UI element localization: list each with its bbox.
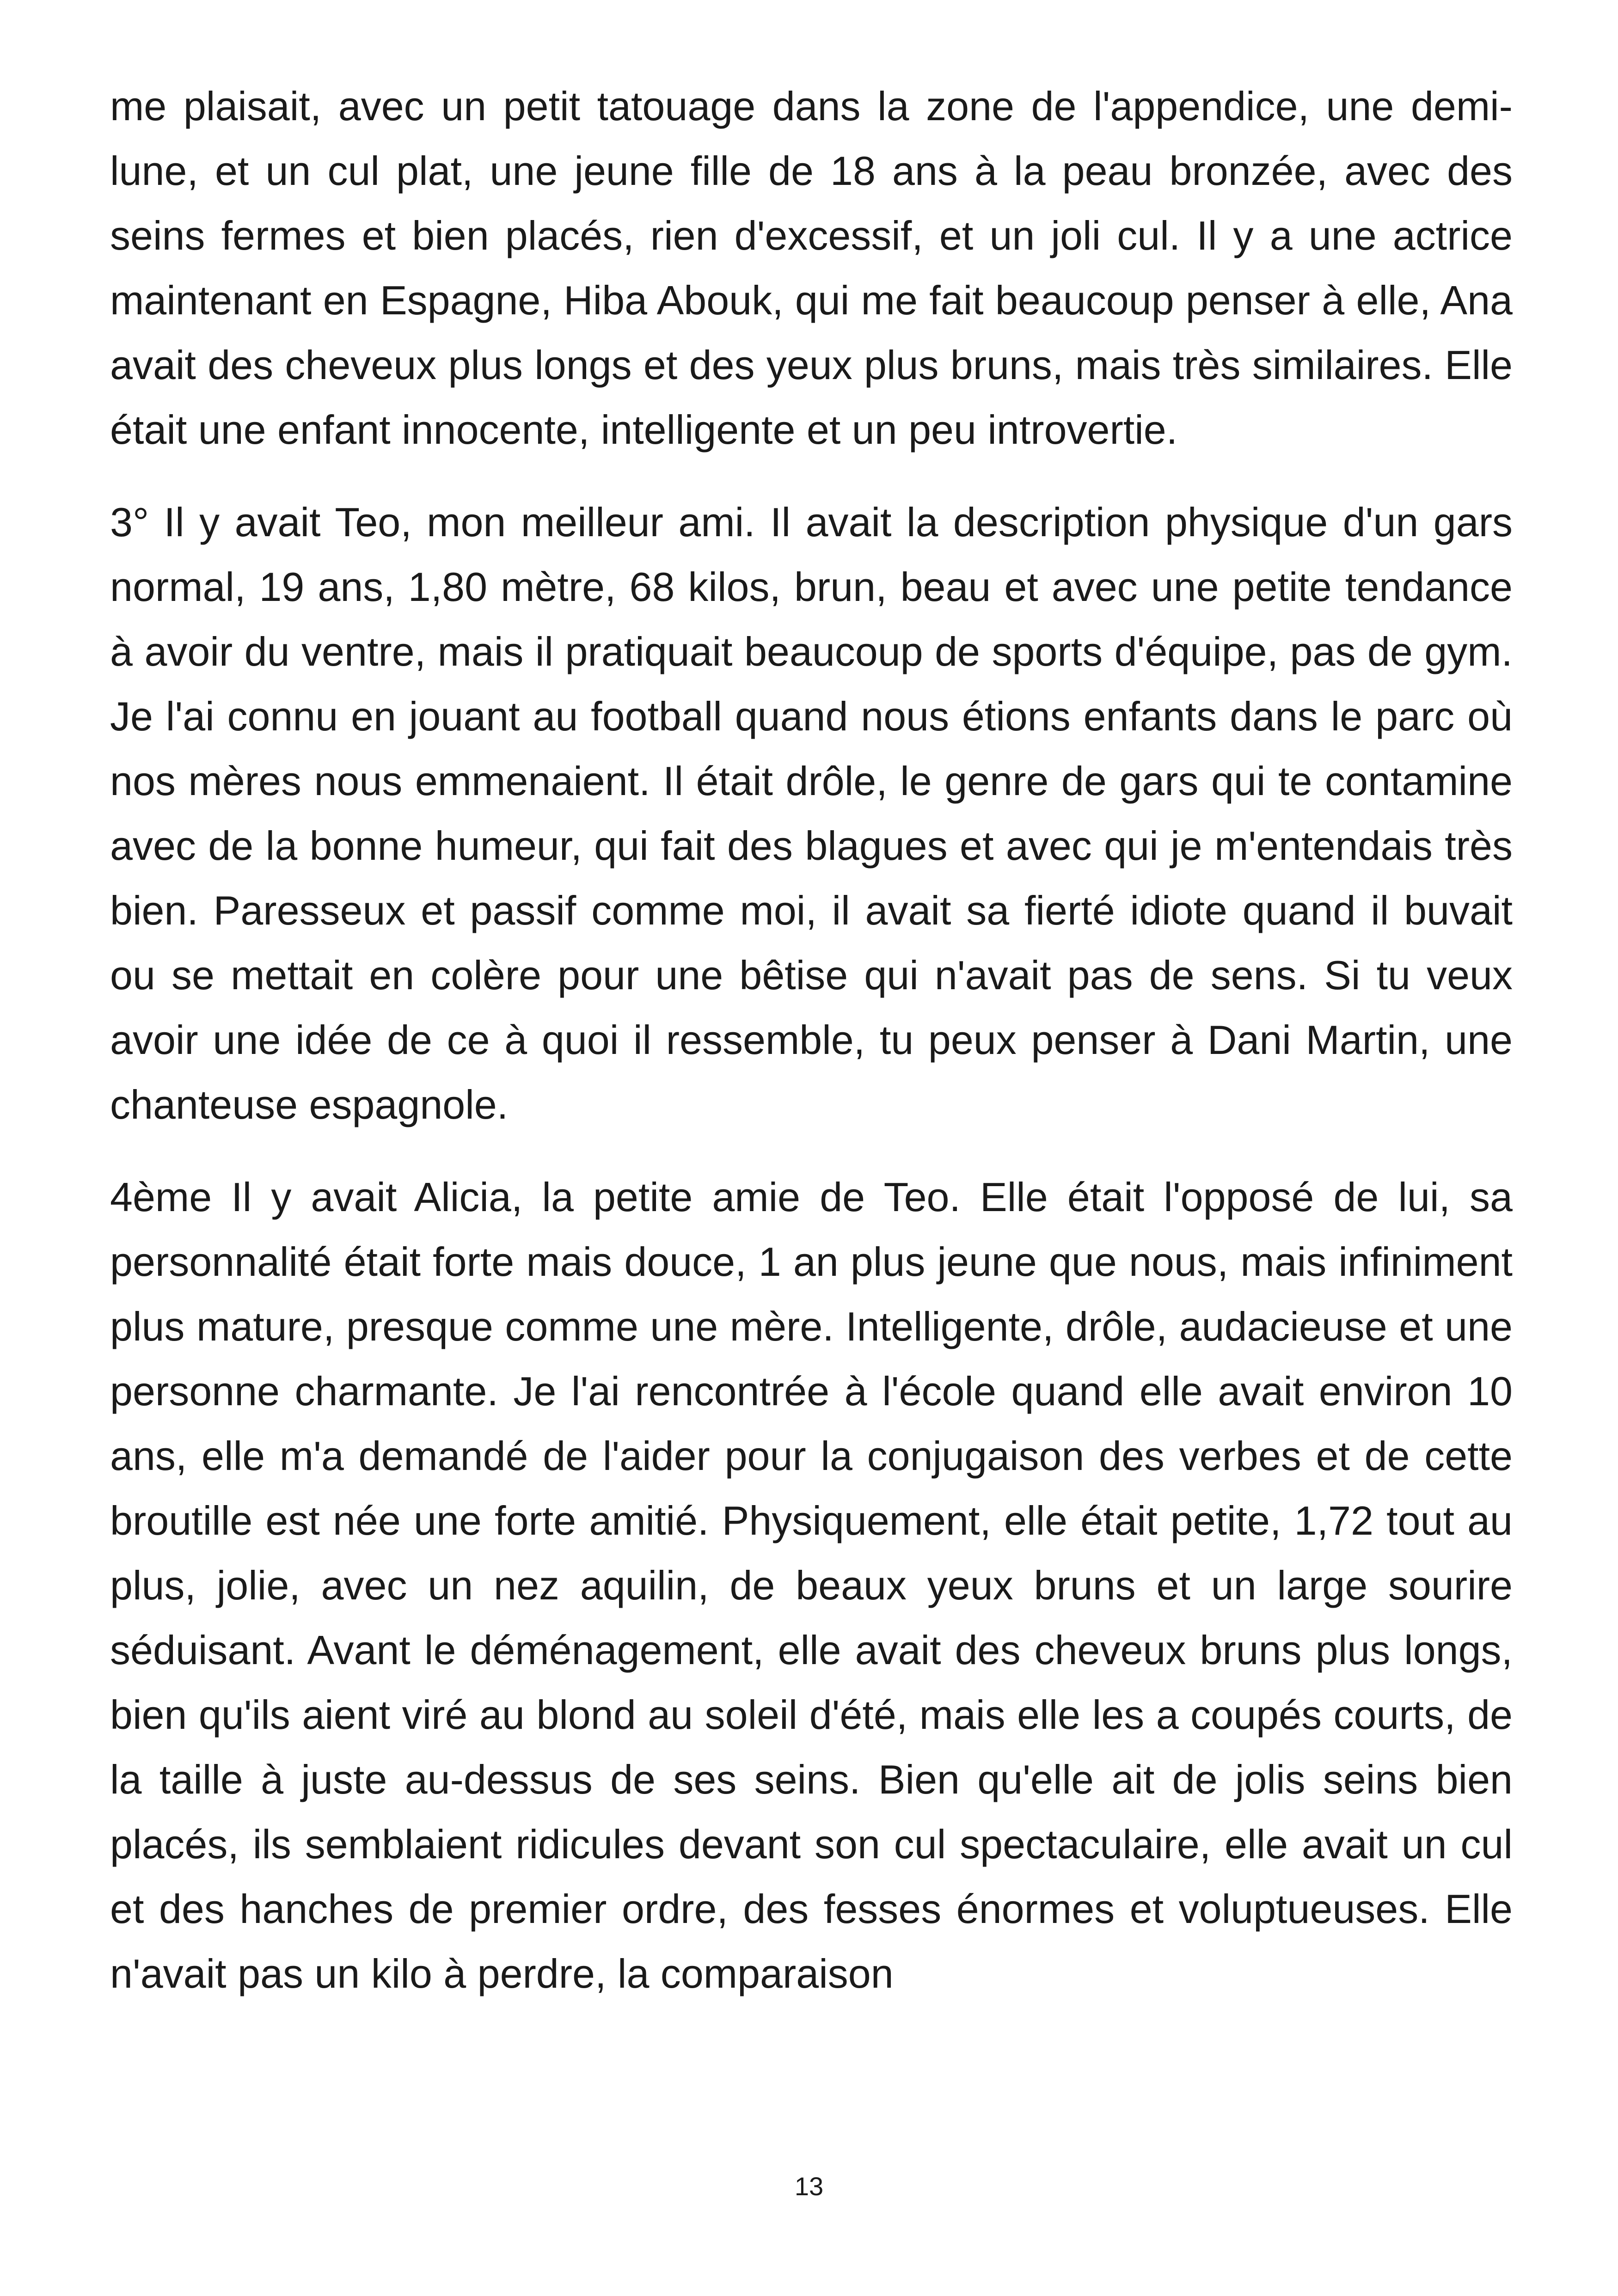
paragraph-1: me plaisait, avec un petit tatouage dans la zone de l'appendice, une demi-lune, et un cul plat, une jeune fille de 18 ans à la peau bronzée, avec des seins fermes et bien placés, rien d'excessif, et un joli cul. Il y a une actrice maintenant en Espagne, Hiba Abouk, qui me fait beaucoup penser à elle, Ana avait des cheveux plus longs et des yeux plus bruns, mais très similaires. Elle était une enfant innocente, intelligente et un peu introvertie. <box>110 83 1513 453</box>
paragraph-3: 4ème Il y avait Alicia, la petite amie de Teo. Elle était l'opposé de lui, sa personnalité était forte mais douce, 1 an plus jeune que nous, mais infiniment plus mature, presque comme une mère. Intelligente, drôle, audacieuse et une personne charmante. Je l'ai rencontrée à l'école quand elle avait environ 10 ans, elle m'a demandé de l'aider pour la conjugaison des verbes et de cette broutille est née une forte amitié. Physiquement, elle était petite, 1,72 tout au plus, jolie, avec un nez aquilin, de beaux yeux bruns et un large sourire séduisant. Avant le déménagement, elle avait des cheveux bruns plus longs, bien qu'ils aient viré au blond au soleil d'été, mais elle les a coupés courts, de la taille à juste au-dessus de ses seins. Bien qu'elle ait de jolis seins bien placés, ils semblaient ridicules devant son cul spectaculaire, elle avait un cul et des hanches de premier ordre, des fesses énormes et voluptueuses. Elle n'avait pas un kilo à perdre, la comparaison <box>110 1174 1513 1996</box>
body-text <box>110 74 1513 2034</box>
page-number: 13 <box>794 2172 824 2201</box>
paragraph-2: 3° Il y avait Teo, mon meilleur ami. Il avait la description physique d'un gars normal, 19 ans, 1,80 mètre, 68 kilos, brun, beau et avec une petite tendance à avoir du ventre, mais il pratiquait beaucoup de sports d'équipe, pas de gym. Je l'ai connu en jouant au football quand nous étions enfants dans le parc où nos mères nous emmenaient. Il était drôle, le genre de gars qui te contamine avec de la bonne humeur, qui fait des blagues et avec qui je m'entendais très bien. Paresseux et passif comme moi, il avait sa fierté idiote quand il buvait ou se mettait en colère pour une bêtise qui n'avait pas de sens. Si tu veux avoir une idée de ce à quoi il ressemble, tu peux penser à Dani Martin, une chanteuse espagnole. <box>110 499 1513 1127</box>
